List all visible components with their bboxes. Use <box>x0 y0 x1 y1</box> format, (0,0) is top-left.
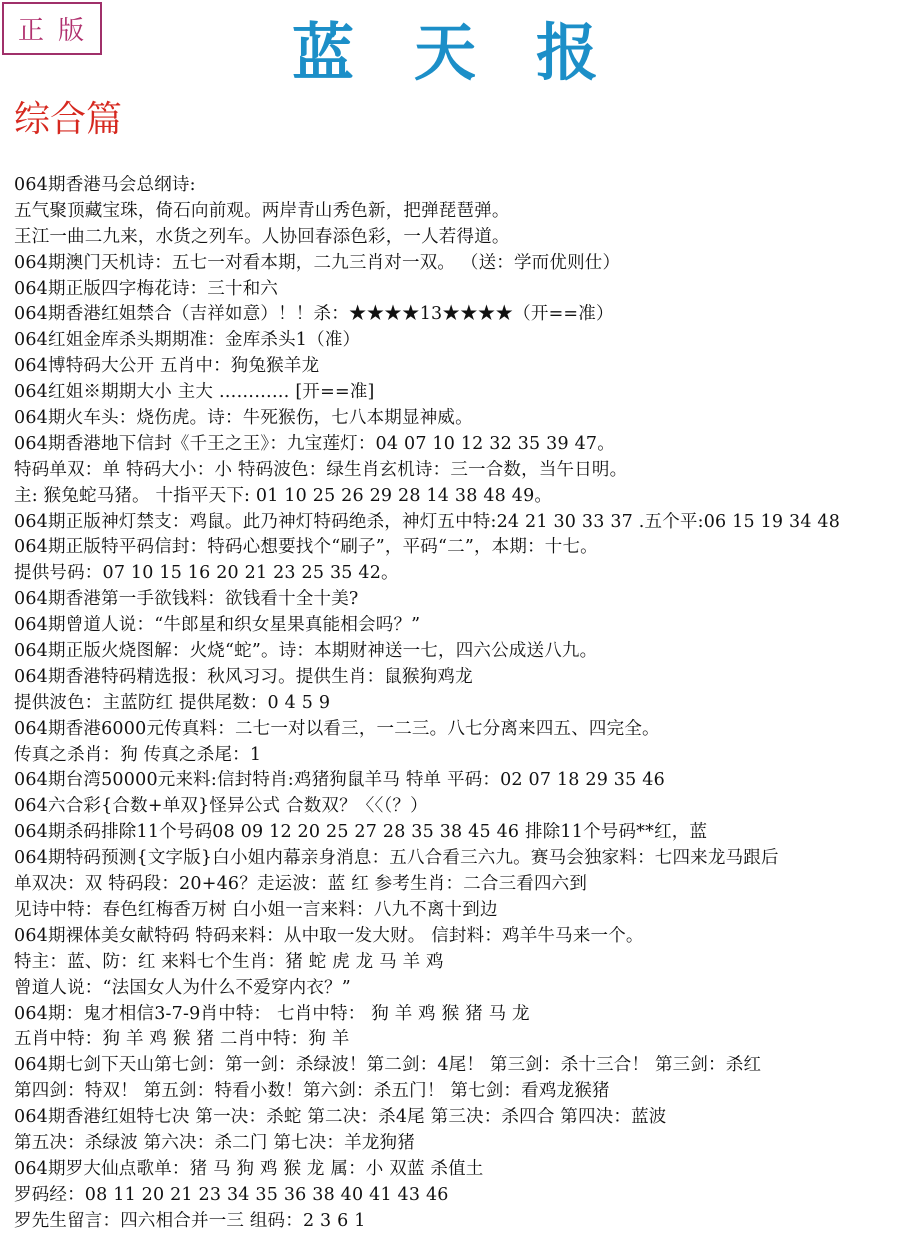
text-line: 罗先生留言：四六相合并一三 组码：2 3 6 1 <box>14 1210 366 1231</box>
text-line: 064期曾道人说：“牛郎星和织女星果真能相会吗？” <box>14 615 421 636</box>
text-line: 单双决：双 特码段：20+46？走运波：蓝 红 参考生肖：二合三看四六到 <box>14 874 588 895</box>
genuine-badge: 正版 <box>2 2 102 55</box>
text-line: 064期：鬼才相信3-7-9肖中特： 七肖中特： 狗 羊 鸡 猴 猪 马 龙 <box>14 1003 530 1024</box>
content-lines <box>14 173 898 1235</box>
text-line: 五气聚顶藏宝珠，倚石向前观。两岸青山秀色新，把弹琵琶弹。 <box>14 200 510 221</box>
text-line: 特码单双：单 特码大小：小 特码波色：绿生肖玄机诗：三一合数，当午日明。 <box>14 459 628 480</box>
text-line: 提供波色：主蓝防红 提供尾数：0 4 5 9 <box>14 692 331 713</box>
masthead-title: 蓝天报 <box>291 16 658 89</box>
text-line: 王江一曲二九来，水货之列车。人协回春添色彩，一人若得道。 <box>14 226 510 247</box>
text-line: 064期香港红姐禁合（吉祥如意）！！杀：★★★★13★★★★（开==准） <box>14 304 614 325</box>
text-line: 064红姐※期期大小 主大 ………… [开==准] <box>14 382 375 403</box>
text-line: 064红姐金库杀头期期准：金库杀头1（准） <box>14 330 361 351</box>
text-line: 064期正版四字梅花诗：三十和六 <box>14 278 279 299</box>
text-line: 064期香港马会总纲诗: <box>14 175 196 195</box>
text-line: 064期罗大仙点歌单：猪 马 狗 鸡 猴 龙 属：小 双蓝 杀值土 <box>14 1158 484 1179</box>
text-line: 064期杀码排除11个号码08 09 12 20 25 27 28 35 38 45 46 排除11个号码**红，蓝 <box>14 822 708 843</box>
text-line: 提供号码：07 10 15 16 20 21 23 25 35 42。 <box>14 563 399 584</box>
text-line: 064期香港6000元传真料：二七一对以看三，一二三。八七分离来四五、四完全。 <box>14 718 660 739</box>
text-line: 064博特码大公开 五肖中：狗兔猴羊龙 <box>14 356 320 377</box>
text-line: 064期七剑下天山第七剑：第一剑：杀绿波！第二剑：4尾！ 第三剑：杀十三合！ 第三剑：杀红 <box>14 1055 762 1076</box>
text-line: 第五决：杀绿波 第六决：杀二门 第七决：羊龙狗猪 <box>14 1132 415 1153</box>
section-title: 综合篇 <box>14 99 123 140</box>
text-line: 064期火车头：烧伤虎。诗：牛死猴伤，七八本期显神威。 <box>14 408 473 429</box>
text-line: 064期正版特平码信封：特码心想要找个“刷子”，平码“二”，本期：十七。 <box>14 537 598 558</box>
text-line: 064期香港特码精选报：秋风习习。提供生肖：鼠猴狗鸡龙 <box>14 666 473 687</box>
text-line: 主: 猴兔蛇马猪。 十指平天下: 01 10 25 26 29 28 14 38 48 49。 <box>14 485 553 506</box>
text-line: 064期香港红姐特七决 第一决：杀蛇 第二决：杀4尾 第三决：杀四合 第四决：蓝波 <box>14 1107 667 1128</box>
text-line: 064期台湾50000元来料:信封特肖:鸡猪狗鼠羊马 特单 平码：02 07 18 29 35 46 <box>14 770 665 791</box>
text-line: 见诗中特：春色红梅香万树 白小姐一言来料：八九不离十到边 <box>14 899 498 920</box>
text-line: 064期裸体美女献特码 特码来料：从中取一发大财。 信封料：鸡羊牛马来一个。 <box>14 925 644 946</box>
text-line: 064期香港第一手欲钱料：欲钱看十全十美? <box>14 589 359 610</box>
text-line: 五肖中特：狗 羊 鸡 猴 猪 二肖中特：狗 羊 <box>14 1029 350 1050</box>
text-line: 曾道人说：“法国女人为什么不爱穿内衣？” <box>14 977 351 998</box>
text-line: 064期正版火烧图解：火烧“蛇”。诗：本期财神送一七，四六公成送八九。 <box>14 641 598 662</box>
text-line: 064期澳门天机诗：五七一对看本期，二九三肖对一双。 （送：学而优则仕） <box>14 252 621 273</box>
text-line: 第四剑：特双！ 第五剑：特看小数！第六剑：杀五门！ 第七剑：看鸡龙猴猪 <box>14 1081 610 1102</box>
text-line: 064六合彩{合数+单双}怪异公式 合数双？〈〈（？） <box>14 796 428 817</box>
text-line: 传真之杀肖：狗 传真之杀尾：1 <box>14 744 262 765</box>
text-line: 064期香港地下信封《千王之王》：九宝莲灯：04 07 10 12 32 35 39 47。 <box>14 433 615 454</box>
text-line: 罗码经：08 11 20 21 23 34 35 36 38 40 41 43 46 <box>14 1184 449 1205</box>
text-line: 特主：蓝、防：红 来料七个生肖：猪 蛇 虎 龙 马 羊 鸡 <box>14 951 444 972</box>
text-line: 064期正版神灯禁支：鸡鼠。此乃神灯特码绝杀，神灯五中特:24 21 30 33 37 .五个平:06 15 19 34 48 <box>14 511 841 532</box>
text-line: 064期特码预测{文字版}白小姐内幕亲身消息：五八合看三六九。赛马会独家料：七四来龙马跟后 <box>14 848 779 869</box>
